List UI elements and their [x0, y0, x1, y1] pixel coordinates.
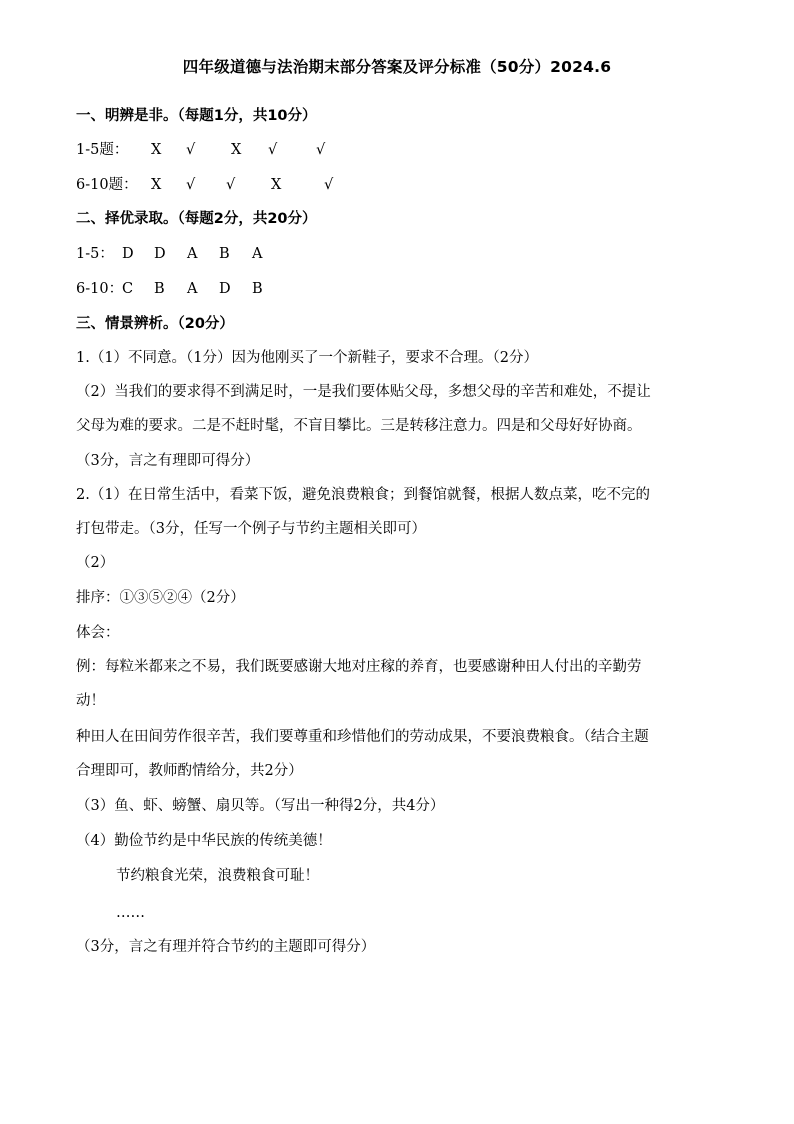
- s2-r1-answer-1: D: [122, 246, 134, 262]
- s1-r2-answer-5: √: [324, 177, 334, 193]
- s1-r1-answer-1: X: [151, 142, 162, 158]
- q1-part1: 1.（1）不同意。（1分）因为他刚买了一个新鞋子，要求不合理。（2分）: [76, 350, 539, 366]
- section2-row2: [76, 279, 263, 299]
- section3-heading: 三、情景辨析。（20分）: [76, 316, 234, 332]
- q2-part1-line1: 2.（1）在日常生活中，看菜下饭，避免浪费粮食；到餐馆就餐，根据人数点菜，吃不完的: [76, 487, 651, 503]
- q1-part2-line2: 父母为难的要求。二是不赶时髦，不盲目攀比。三是转移注意力。四是和父母好好协商。: [76, 418, 642, 434]
- q2-part1-line2: 打包带走。（3分，任写一个例子与节约主题相关即可）: [76, 521, 426, 537]
- q2-part2: （2）: [76, 555, 115, 571]
- section1-row1: [76, 140, 326, 160]
- s1-r1-answer-2: √: [186, 142, 196, 158]
- q2-feel-label: 体会：: [76, 625, 120, 641]
- q2-part4-score: （3分，言之有理并符合节约的主题即可得分）: [76, 939, 376, 955]
- s2-r1-answer-3: A: [187, 246, 198, 262]
- s1-r2-answer-4: X: [271, 177, 282, 193]
- s2-r2-answer-5: B: [252, 281, 263, 297]
- s1-r2-answer-2: √: [186, 177, 196, 193]
- s2-r2-answer-1: C: [122, 281, 134, 297]
- s2-r1-answer-2: D: [154, 246, 166, 262]
- s1-r2-answer-3: √: [226, 177, 236, 193]
- s1-r1-answer-5: √: [316, 142, 326, 158]
- section2-row2-label: 6-10：: [76, 281, 124, 297]
- s1-r2-answer-1: X: [151, 177, 162, 193]
- page-title: 四年级道德与法治期末部分答案及评分标准（50分）2024.6: [182, 58, 612, 76]
- s2-r2-answer-3: A: [187, 281, 198, 297]
- s1-r1-answer-4: √: [268, 142, 278, 158]
- s2-r2-answer-4: D: [219, 281, 231, 297]
- s2-r1-answer-4: B: [219, 246, 230, 262]
- q2-example-score: 合理即可，教师酌情给分，共2分）: [76, 763, 303, 779]
- section1-row2: [76, 175, 334, 195]
- q2-example-line1: 例：每粒米都来之不易，我们既要感谢大地对庄稼的养育，也要感谢种田人付出的辛勤劳: [76, 659, 642, 675]
- q2-part4-line2: 节约粮食光荣，浪费粮食可耻！: [116, 868, 319, 884]
- q1-part2-score: （3分，言之有理即可得分）: [76, 453, 260, 469]
- q2-example-line2: 动！: [76, 693, 105, 709]
- q1-part2-line1: （2）当我们的要求得不到满足时，一是我们要体贴父母，多想父母的辛苦和难处，不提让: [76, 384, 651, 400]
- section2-row1: [76, 244, 263, 264]
- q2-order: 排序：①③⑤②④（2分）: [76, 590, 245, 606]
- section2-row1-label: 1-5：: [76, 246, 114, 262]
- q2-part4-line1: （4）勤俭节约是中华民族的传统美德！: [76, 833, 332, 849]
- s2-r1-answer-5: A: [252, 246, 263, 262]
- section2-heading: 二、择优录取。（每题2分，共20分）: [76, 211, 317, 227]
- q2-example-line3: 种田人在田间劳作很辛苦，我们要尊重和珍惜他们的劳动成果，不要浪费粮食。（结合主题: [76, 729, 649, 745]
- section1-heading: 一、明辨是非。（每题1分，共10分）: [76, 108, 317, 124]
- q2-part4-ellipsis: ……: [116, 905, 145, 921]
- section1-row1-label: 1-5题：: [76, 142, 129, 158]
- q2-part3: （3）鱼、虾、螃蟹、扇贝等。（写出一种得2分，共4分）: [76, 798, 445, 814]
- s1-r1-answer-3: X: [231, 142, 242, 158]
- section1-row2-label: 6-10题：: [76, 177, 138, 193]
- s2-r2-answer-2: B: [154, 281, 165, 297]
